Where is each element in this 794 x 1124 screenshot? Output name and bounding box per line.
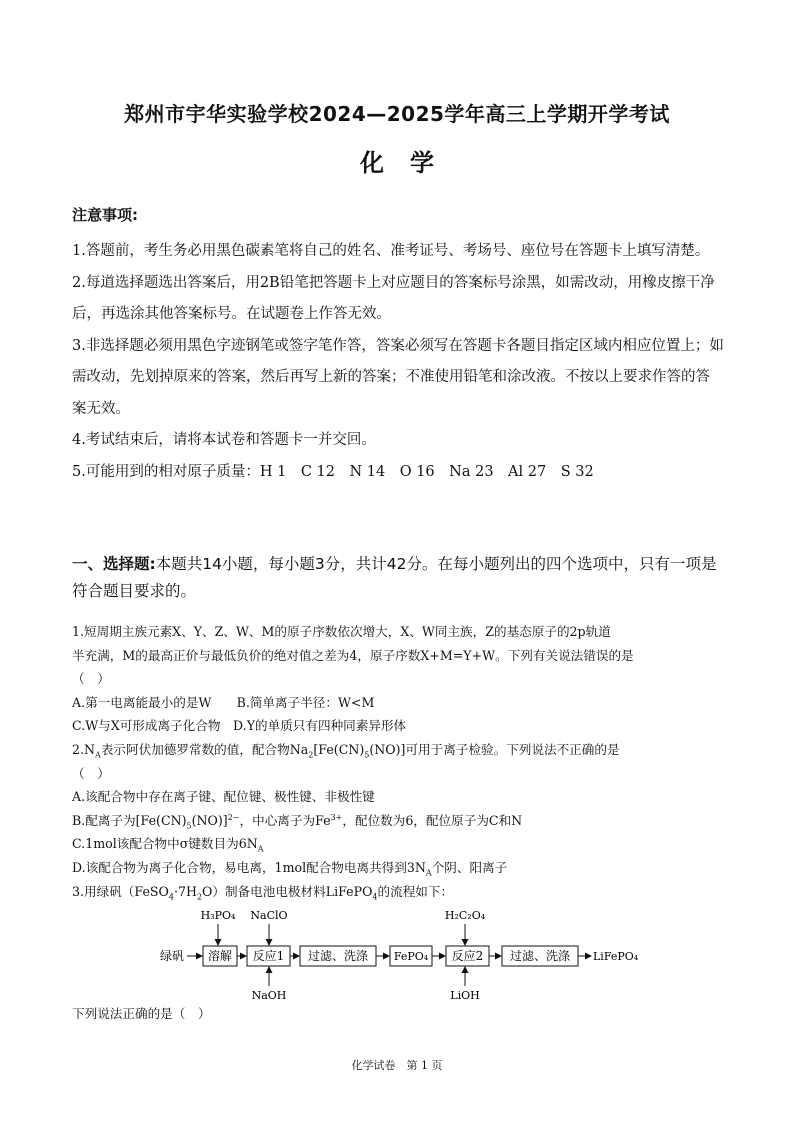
- process-flow-svg: [150, 902, 650, 1002]
- q2-answer-blank: （ ）: [72, 765, 110, 781]
- notice-item: 5.可能用到的相对原子质量：H 1 C 12 N 14 O 16 Na 23 Al 27 S 32: [72, 463, 594, 480]
- flow-box-filter-wash-2-label: 过滤、洗涤: [509, 949, 571, 963]
- page-footer: 化学试卷 第 1 页: [351, 1059, 443, 1072]
- notice-item: 2.每道选择题选出答案后，用2B铅笔把答题卡上对应题目的答案标号涂黑，如需改动，用橡皮擦干净后，再选涂其他答案标号。在试题卷上作答无效。: [72, 274, 715, 322]
- q2-option-b: B.配离子为$[Fe(CN)_5(NO)]^{2-}$，中心离子为$Fe^{3+}$，配位数为6，配位原子为C和N: [72, 812, 523, 831]
- section-instructions: 本题共14小题，每小题3分，共计42分。在每小题列出的四个选项中，只有一项是符合题目要求的。: [72, 555, 717, 600]
- flow-start-label: 绿矾: [160, 949, 185, 963]
- flow-box-filter-wash-1-label: 过滤、洗涤: [307, 949, 369, 963]
- q3-question-line: 下列说法正确的是（ ）: [72, 1006, 211, 1021]
- process-flow-diagram: [150, 902, 650, 1002]
- flow-reagent-lioh: LiOH: [450, 989, 480, 1002]
- flow-reagent-naclo: NaClO: [250, 909, 288, 922]
- q2-stem: $2.N_A$表示阿伏加德罗常数的值，配合物$Na_2[Fe(CN)_5(NO)]$可用于离子检验。下列说法不正确的是: [72, 741, 620, 760]
- q1-options-cd: C.W与X可形成离子化合物 D.Y的单质只有四种同素异形体: [72, 718, 407, 734]
- flow-reagent-h2c2o4: H₂C₂O₄: [444, 909, 486, 922]
- q3-stem: 3.用绿矾$(FeSO_4\cdot 7H_2O)$制备电池电极材料LiFePO$_4$的流程如下：: [72, 883, 454, 902]
- flow-box-reaction1-label: 反应1: [252, 949, 285, 963]
- q2-option-a: A.该配合物中存在离子键、配位键、极性键、非极性键: [72, 789, 375, 805]
- notice-heading: 注意事项:: [72, 206, 138, 224]
- flow-box-fepo4-label: FePO₄: [393, 950, 429, 963]
- section-heading: [72, 551, 727, 605]
- notice-item: 3.非选择题必须用黑色字迹钢笔或签字笔作答，答案必须写在答题卡各题目指定区域内相应位置上；如需改动，先划掉原来的答案，然后再写上新的答案；不准使用铅笔和涂改液。不按以上要求作答的答案无效。: [72, 337, 724, 417]
- exam-title: 郑州市宇华实验学校2024—2025学年高三上学期开学考试: [124, 102, 670, 126]
- notice-list: [72, 236, 724, 488]
- q1-stem-line1: 1.短周期主族元素X、Y、Z、W、M的原子序数依次增大，X、W同主族，Z的基态原子的2p轨道: [72, 624, 611, 639]
- q2-option-c: C.1mol该配合物中σ键数目为$6N_A$: [72, 836, 264, 854]
- flow-reagent-naoh: NaOH: [251, 989, 287, 1002]
- flow-reagent-h3po4: H₃PO₄: [200, 909, 236, 922]
- subject-title: 化学: [360, 149, 460, 177]
- q1-stem-line2: 半充满，M的最高正价与最低负价的绝对值之差为4，原子序数X+M=Y+W。下列有关说法错误的是: [72, 647, 634, 663]
- flow-box-dissolve-label: 溶解: [207, 949, 233, 963]
- notice-item: 1.答题前，考生务必用黑色碳素笔将自己的姓名、准考证号、考场号、座位号在答题卡上填写清楚。: [72, 243, 710, 259]
- flow-end-label: LiFePO₄: [593, 950, 639, 963]
- section-label: 一、选择题:: [72, 555, 156, 573]
- notice-item: 4.考试结束后，请将本试卷和答题卡一并交回。: [72, 432, 376, 448]
- flow-box-reaction2-label: 反应2: [451, 949, 484, 963]
- q1-options-ab: A.第一电离能最小的是W B.简单离子半径：W<M: [72, 694, 375, 710]
- question-list: [72, 620, 732, 903]
- q2-option-d: D.该配合物为离子化合物，易电离，1mol配合物电离共得到$3N_A$个阴、阳离子: [72, 859, 508, 878]
- q1-answer-blank: （ ）: [72, 671, 110, 687]
